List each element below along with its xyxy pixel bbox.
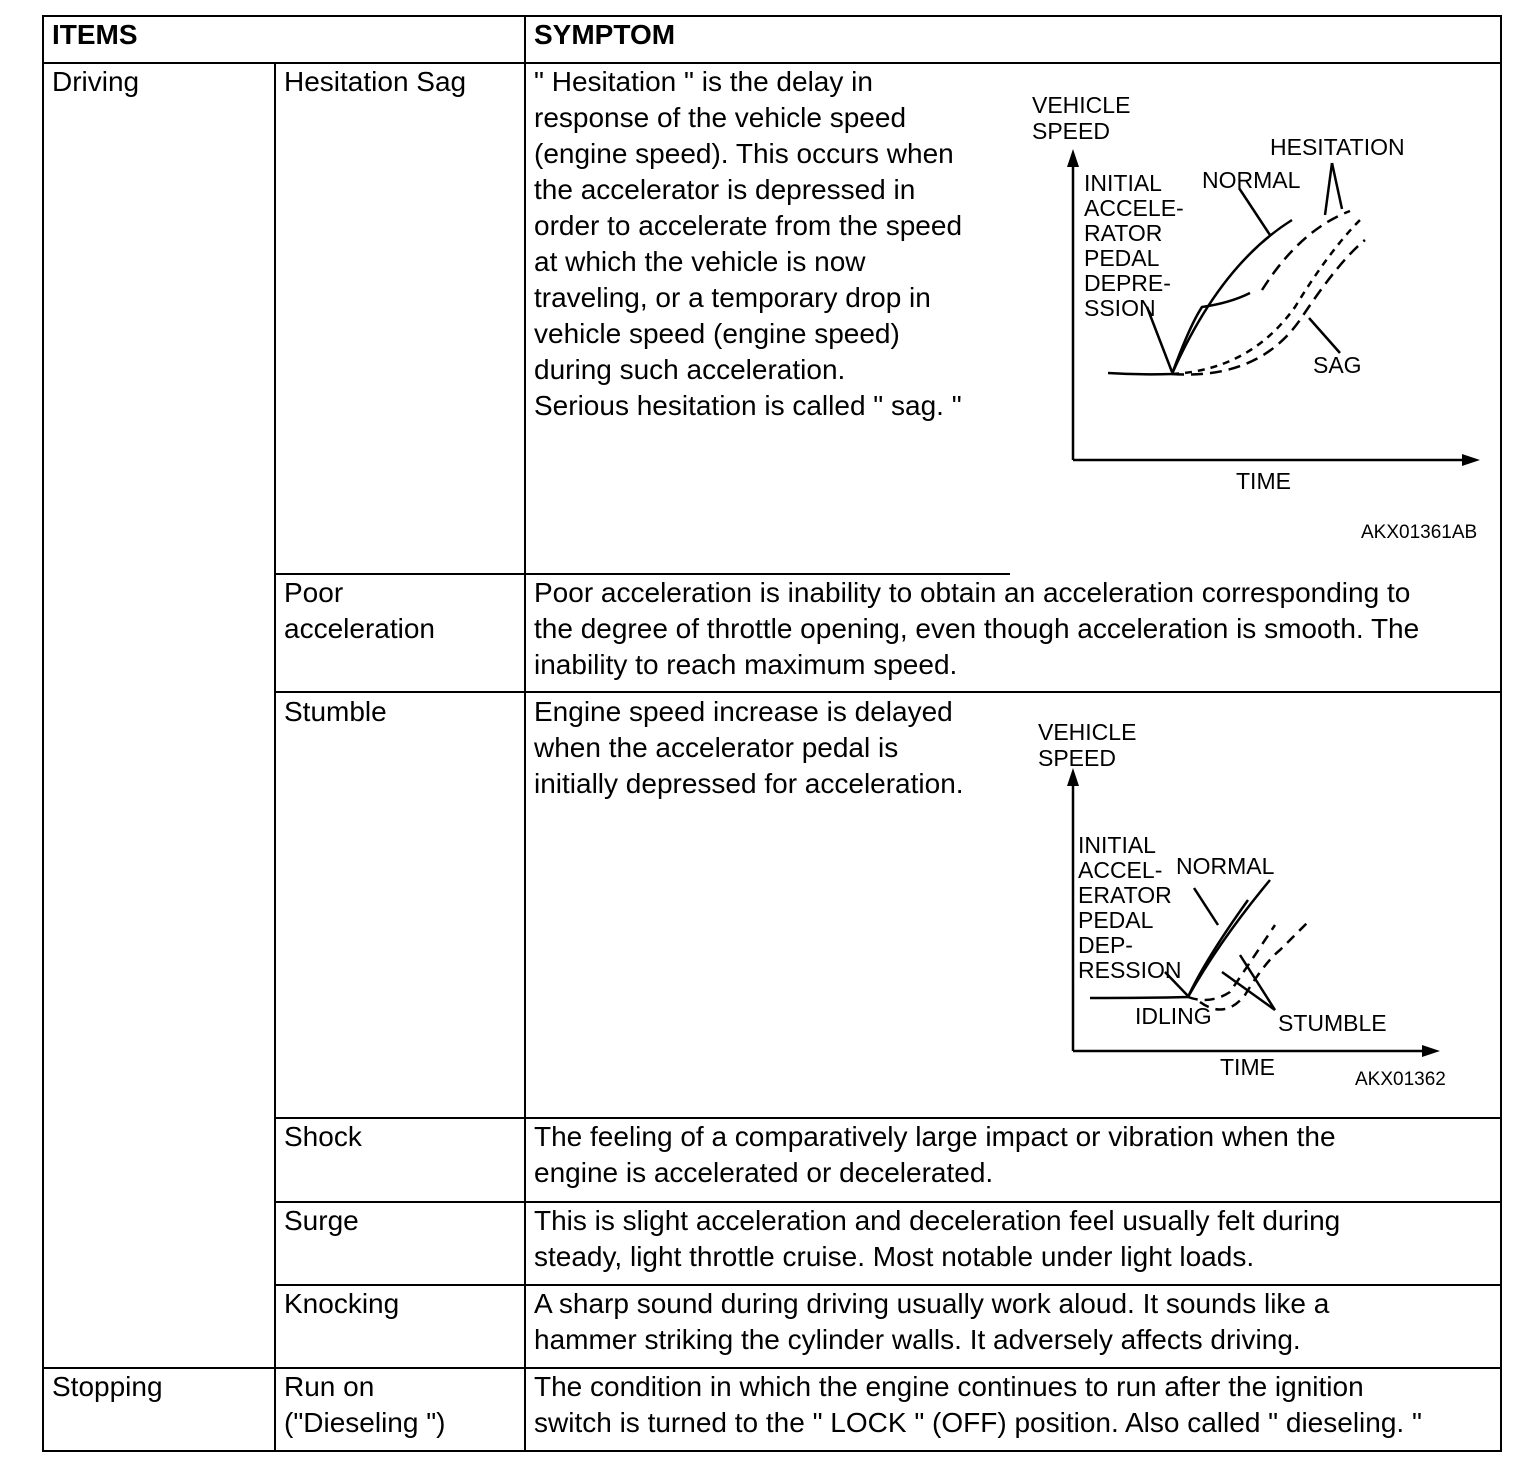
table-border-right xyxy=(1500,15,1502,1452)
x-axis-arrow-icon xyxy=(1462,454,1480,466)
symptom-poor-acceleration: Poor acceleration is inability to obtain an acceleration corresponding to the degree of throttle opening, even though acceleration is smooth. The inability to reach maximum speed. xyxy=(534,577,1420,680)
stumble-label: STUMBLE xyxy=(1278,1010,1387,1036)
sag-leader xyxy=(1309,318,1340,353)
initial-label-4: PEDAL xyxy=(1084,245,1160,271)
symptom-stumble: Engine speed increase is delayed when the accelerator pedal is initially depressed for acceleration. xyxy=(534,696,964,799)
initial-label-1: INITIAL xyxy=(1078,832,1156,858)
item-shock: Shock xyxy=(284,1121,362,1152)
item-surge: Surge xyxy=(284,1205,359,1236)
initial-label-2: ACCEL- xyxy=(1078,857,1163,883)
initial-label-4: PEDAL xyxy=(1078,907,1154,933)
initial-label-5: DEPRE- xyxy=(1084,270,1171,296)
stumble-leader-2 xyxy=(1222,972,1275,1010)
idling-label: IDLING xyxy=(1135,1003,1212,1029)
table-border-left xyxy=(42,15,44,1452)
category-driving: Driving xyxy=(52,66,140,97)
item-run-on: Run on ("Dieseling ") xyxy=(284,1371,446,1438)
sag-label: SAG xyxy=(1313,352,1362,378)
figure-code: AKX01362 xyxy=(1355,1069,1446,1090)
y-axis-arrow-icon xyxy=(1067,149,1079,167)
y-label-line1: VEHICLE xyxy=(1032,92,1131,118)
hesitation-leader-2 xyxy=(1332,163,1342,209)
initial-label-2: ACCELE- xyxy=(1084,195,1184,221)
category-stopping: Stopping xyxy=(52,1371,163,1402)
normal-label: NORMAL xyxy=(1176,853,1275,879)
x-label: TIME xyxy=(1236,468,1291,494)
initial-label-1: INITIAL xyxy=(1084,170,1162,196)
symptom-knocking: A sharp sound during driving usually work aloud. It sounds like a hammer striking the cylinder walls. It adversely affects driving. xyxy=(534,1288,1330,1355)
hesitation-sag-diagram xyxy=(1020,85,1495,550)
item-knocking: Knocking xyxy=(284,1288,400,1319)
symptom-hesitation-sag: " Hesitation " is the delay in response of the vehicle speed (engine speed). This occurs when the accelerator is depressed in order to accelerate from the speed at which the vehicle is now traveling, or a temporary drop in vehicle speed (engine speed) during such acceleration. Serious hesitation is called " sag. " xyxy=(534,66,963,421)
symptom-run-on: The condition in which the engine continues to run after the ignition switch is turned to the " LOCK " (OFF) position. Also called " dieseling. " xyxy=(534,1371,1422,1438)
hesitation-leader-1 xyxy=(1325,163,1332,215)
x-label: TIME xyxy=(1220,1054,1275,1080)
y-label-line2: SPEED xyxy=(1038,745,1116,771)
table-border-top xyxy=(42,15,1502,17)
item-poor-acceleration: Poor acceleration xyxy=(284,577,435,644)
hesitation-curve-dashed xyxy=(1262,211,1350,290)
normal-label: NORMAL xyxy=(1202,167,1301,193)
hesitation-label: HESITATION xyxy=(1270,134,1405,160)
column-divider xyxy=(524,15,526,1452)
column-divider xyxy=(274,62,276,1452)
initial-label-6: SSION xyxy=(1084,295,1156,321)
initial-label-3: RATOR xyxy=(1084,220,1163,246)
symptom-shock: The feeling of a comparatively large impact or vibration when the engine is accelerated or decelerated. xyxy=(534,1121,1336,1188)
header-symptom: SYMPTOM xyxy=(534,19,676,50)
figure-code: AKX01361AB xyxy=(1361,522,1478,543)
normal-leader xyxy=(1239,188,1270,235)
table-border-bottom xyxy=(42,1450,1502,1452)
stumble-leader-1 xyxy=(1240,955,1275,1010)
initial-label-6: RESSION xyxy=(1078,957,1182,983)
normal-leader xyxy=(1194,888,1218,925)
symptom-surge: This is slight acceleration and deceleration feel usually felt during steady, light throttle cruise. Most notable under light loads. xyxy=(534,1205,1341,1272)
y-label-line1: VEHICLE xyxy=(1038,719,1137,745)
header-items: ITEMS xyxy=(52,19,138,50)
item-hesitation-sag: Hesitation Sag xyxy=(284,66,467,97)
hesitation-curve xyxy=(1172,293,1250,374)
stumble-diagram xyxy=(1030,710,1470,1095)
y-label-line2: SPEED xyxy=(1032,118,1110,144)
row-divider xyxy=(275,691,1502,693)
sag-curve-upper xyxy=(1172,220,1360,374)
item-stumble: Stumble xyxy=(284,696,387,727)
x-axis-arrow-icon xyxy=(1422,1045,1440,1057)
initial-label-5: DEP- xyxy=(1078,932,1133,958)
initial-label-3: ERATOR xyxy=(1078,882,1172,908)
